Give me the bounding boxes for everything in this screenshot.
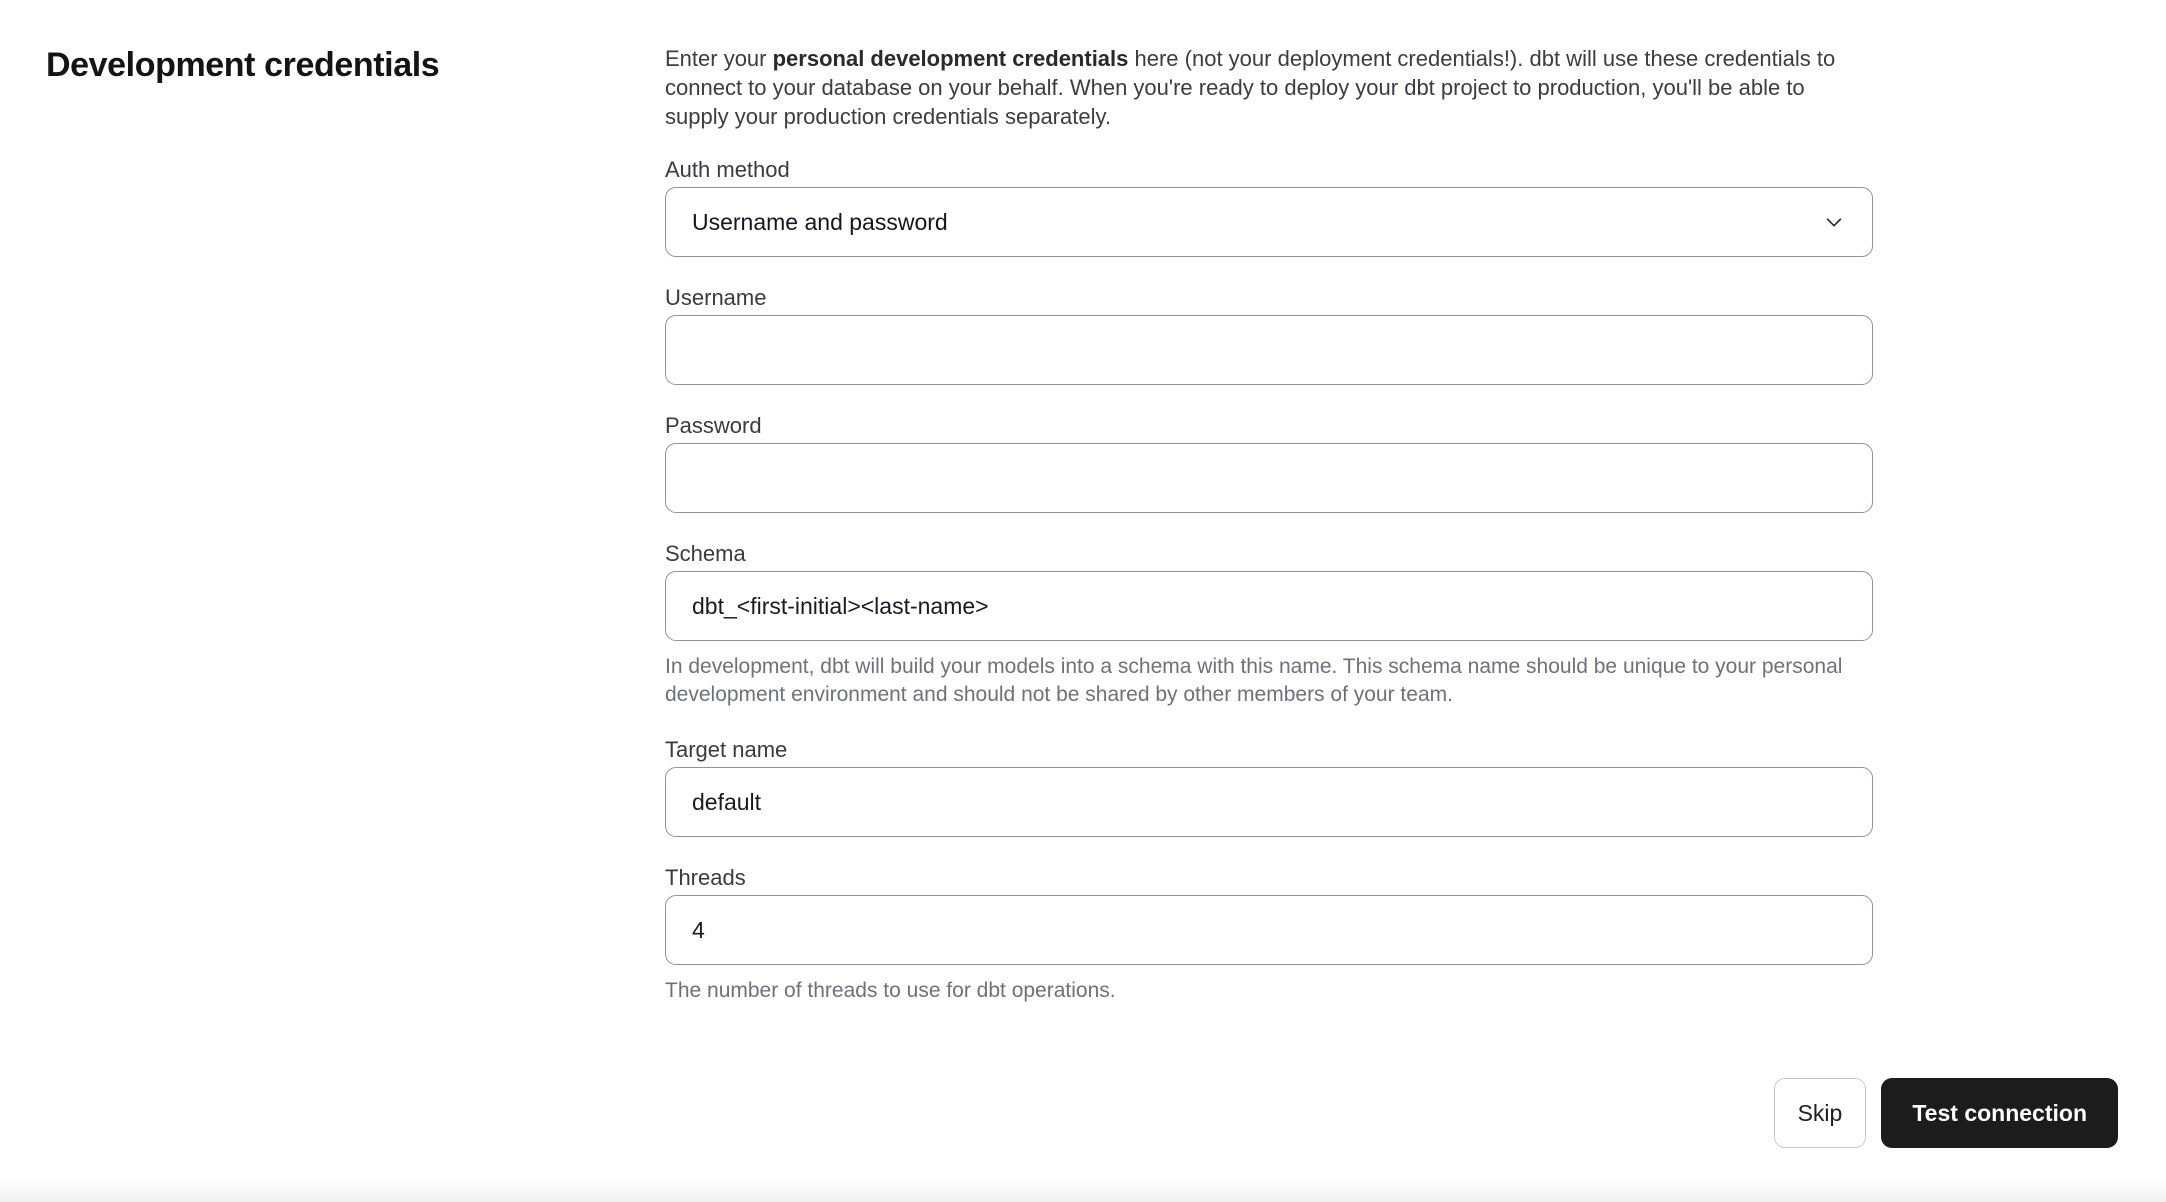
bottom-section-divider (0, 1180, 2166, 1202)
chevron-down-icon (1822, 210, 1846, 234)
auth-method-label: Auth method (665, 157, 790, 182)
schema-field (665, 539, 1873, 709)
intro-text (665, 44, 1873, 131)
schema-input[interactable] (665, 571, 1873, 641)
test-connection-button[interactable]: Test connection (1881, 1078, 2118, 1148)
auth-method-field (665, 155, 1873, 257)
page-title: Development credentials (46, 46, 440, 84)
threads-field (665, 863, 1873, 1005)
username-input[interactable] (665, 315, 1873, 385)
credentials-form (665, 44, 1873, 1031)
username-field (665, 283, 1873, 385)
username-label: Username (665, 285, 767, 310)
threads-helper: The number of threads to use for dbt operations. (665, 979, 1116, 1002)
auth-method-selected-value: Username and password (692, 208, 948, 235)
schema-helper: In development, dbt will build your models into a schema with this name. This schema name should be unique to your personal development environment and should not be shared by other members of your team. (665, 655, 1843, 706)
threads-input[interactable] (665, 895, 1873, 965)
intro-bold: personal development credentials (772, 46, 1129, 71)
password-input[interactable] (665, 443, 1873, 513)
intro-pre-bold: Enter your (665, 46, 773, 71)
auth-method-select[interactable] (665, 187, 1873, 257)
target-name-label: Target name (665, 737, 788, 762)
password-label: Password (665, 413, 762, 438)
skip-button[interactable]: Skip (1774, 1078, 1867, 1148)
target-name-input[interactable] (665, 767, 1873, 837)
threads-label: Threads (665, 865, 746, 890)
intro-post-bold: here (not your deployment credentials!). dbt will use these credentials to connect to your database on your behalf. When you're ready to deploy your dbt project to production, you'll be able to supply your production credentials separately. (665, 46, 1836, 129)
form-actions (1774, 1078, 2118, 1148)
schema-label: Schema (665, 541, 746, 566)
target-name-field (665, 735, 1873, 837)
password-field (665, 411, 1873, 513)
